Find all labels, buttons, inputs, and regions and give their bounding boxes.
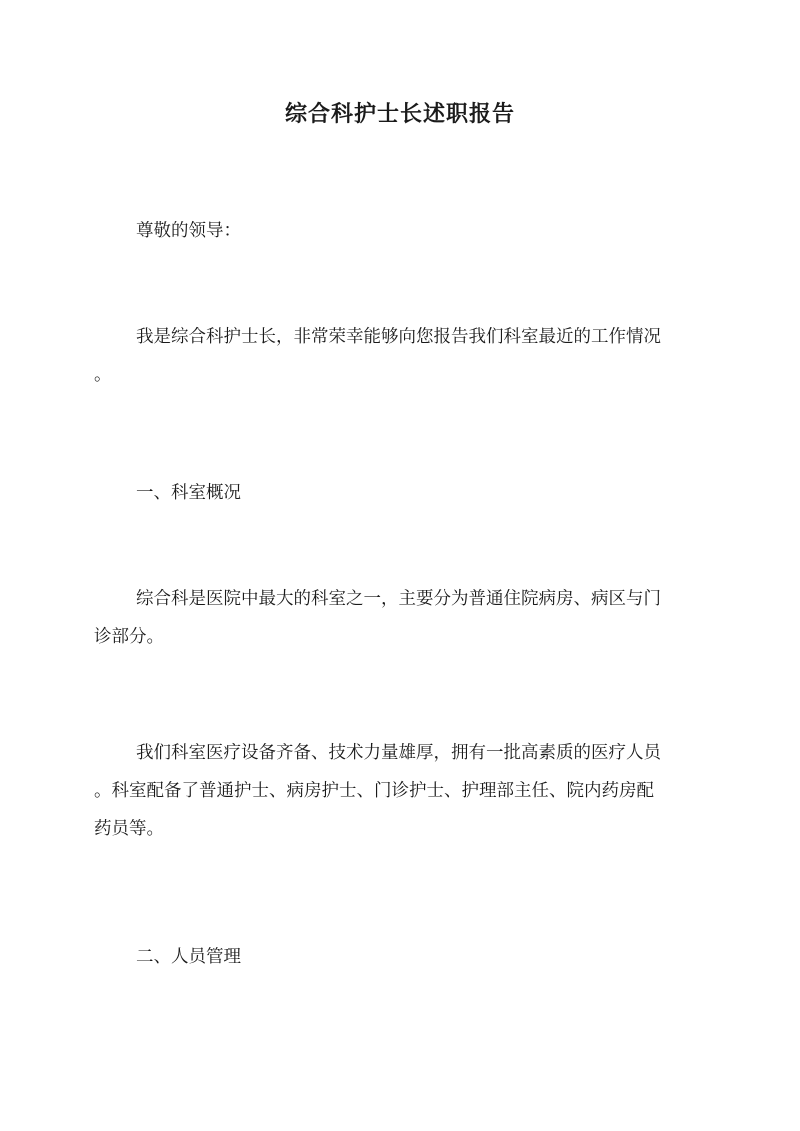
section-heading-text: 一、科室概况 (136, 483, 241, 503)
paragraph-staffing (94, 734, 706, 848)
section-heading-text: 二、人员管理 (136, 947, 241, 967)
paragraph-line: 我是综合科护士长，非常荣幸能够向您报告我们科室最近的工作情况 (136, 327, 661, 347)
document-title: 综合科护士长述职报告 (284, 101, 515, 127)
paragraph-line: 诊部分。 (94, 627, 164, 647)
paragraph-line: 我们科室医疗设备齐备、技术力量雄厚，拥有一批高素质的医疗人员 (136, 743, 661, 763)
paragraph-line: 综合科是医院中最大的科室之一，主要分为普通住院病房、病区与门 (136, 589, 661, 609)
paragraph-line: 。科室配备了普通护士、病房护士、门诊护士、护理部主任、院内药房配 (94, 781, 654, 801)
section-heading-personnel (94, 938, 706, 976)
paragraph-intro (94, 318, 706, 394)
salutation-text: 尊敬的领导： (136, 221, 241, 241)
section-heading-overview (94, 474, 706, 512)
paragraph-overview (94, 580, 706, 656)
paragraph-line: 药员等。 (94, 819, 164, 839)
paragraph-line: 。 (94, 365, 112, 385)
salutation (94, 212, 706, 250)
